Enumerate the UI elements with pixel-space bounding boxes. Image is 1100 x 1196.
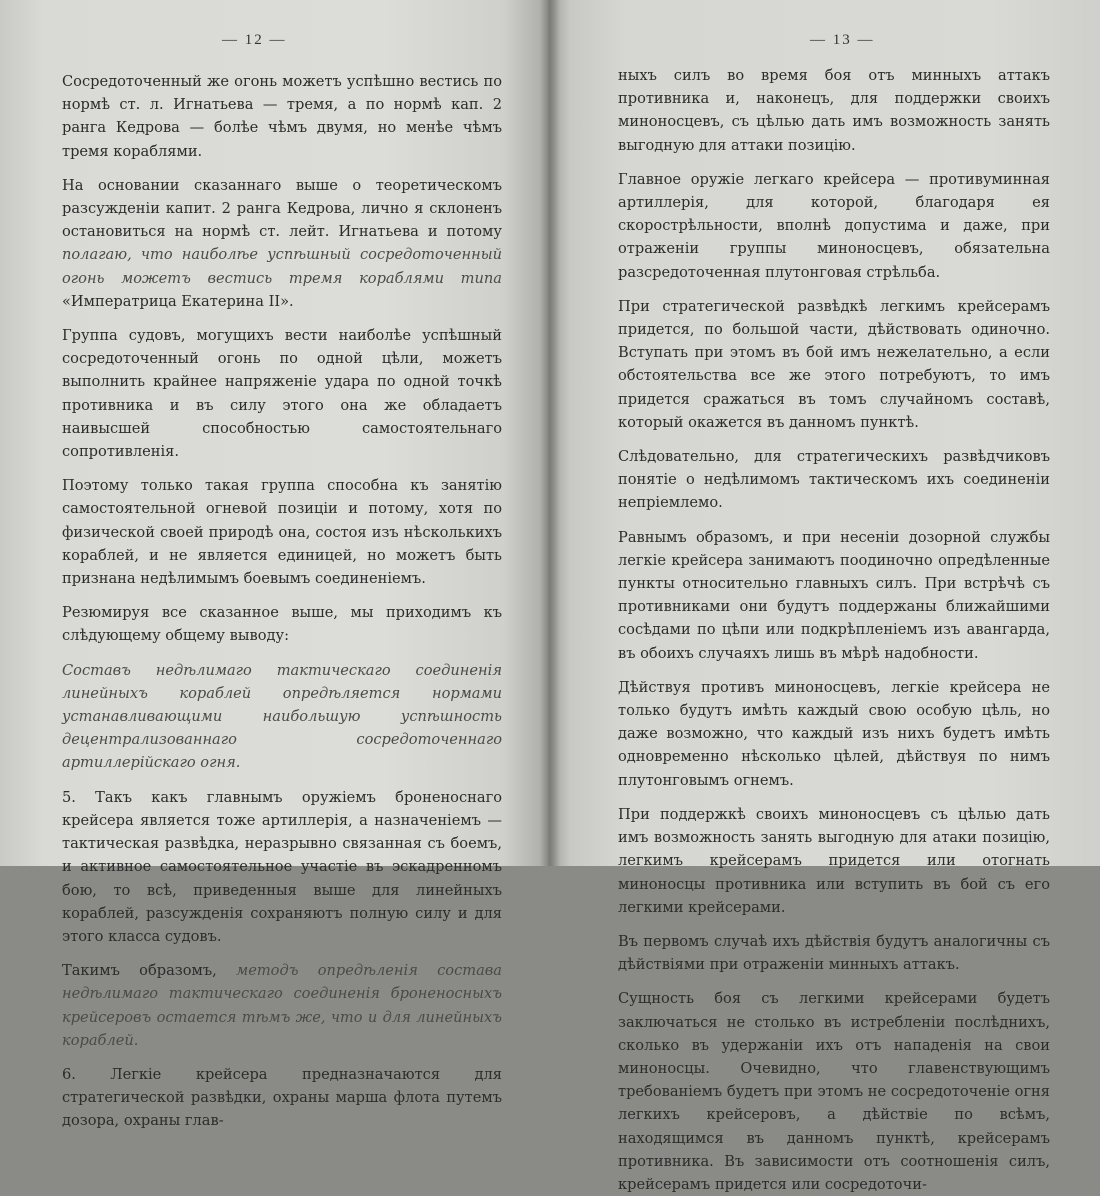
page-number-right: — 13 — [810,32,875,48]
paragraph-text: Такимъ образомъ, [62,962,217,980]
paragraph: Сущность боя съ легкими крейсерами будетъ заключаться не столько въ истребленіи послѣднихъ, сколько въ удержаніи ихъ отъ нападенія на свои миноносцы. Очевидно, что главенствующимъ требованіемъ будетъ при этомъ не сосредоточеніе огня легкихъ крейсеровъ, а дѣйствіе по всѣмъ, находящимся въ данномъ пунктѣ, крейсерамъ противника. Въ зависимости отъ соотношенія силъ, крейсерамъ придется или сосредоточи- [618,990,1050,1193]
quoted-text: «Императрица Екатерина II». [62,292,294,310]
paragraph: Поэтому только такая группа способна къ занятію самостоятельной огневой позиціи и потому, хотя по физической своей природѣ она, состоя изъ нѣсколькихъ кораблей, и не является единицей, но можетъ быть признана недѣлимымъ боевымъ соединеніемъ. [62,477,502,588]
paragraph: Равнымъ образомъ, и при несеніи дозорной службы легкіе крейсера занимаютъ поодиночно опредѣленные пункты относительно главныхъ силъ. При встрѣчѣ съ противниками они будутъ поддержаны ближайшими сосѣдами по цѣпи или подкрѣпленіемъ изъ авангарда, въ обоихъ случаяхъ лишь въ мѣрѣ надобности. [618,528,1050,662]
paragraph: 6. Легкіе крейсера предназначаются для стратегической развѣдки, охраны марша флота путемъ дозора, охраны глав- [62,1065,502,1130]
paragraph-text: На основании сказаннаго выше о теоретическомъ разсужденіи капит. 2 ранга Кедрова, лично я склоненъ остановиться на нормѣ ст. лейт. Игнатьева и потому [62,176,502,241]
left-page [0,0,548,1130]
paragraph: Группа судовъ, могущихъ вести наиболѣе успѣшный сосредоточенный огонь по одной цѣли, можетъ выполнить крайнее напряженіе удара по одной точкѣ противника и въ силу этого она же обладаетъ наивысшей способностью самостоятельнаго сопротивленія. [62,327,502,461]
paragraph: ныхъ силъ во время боя отъ минныхъ аттакъ противника и, наконецъ, для поддержки своихъ миноносцевъ, съ цѣлью дать имъ возможность занять выгодную для аттаки позицію. [618,67,1050,154]
italic-text: методъ опредѣленія состава недѣлимаго тактическаго соединенія броненосныхъ крейсеровъ остается тѣмъ же, что и для линейныхъ кораблей. [62,962,502,1049]
paragraph: Сосредоточенный же огонь можетъ успѣшно вестись по нормѣ ст. л. Игнатьева — тремя, а по нормѣ кап. 2 ранга Кедрова — болѣе чѣмъ двумя, но менѣе чѣмъ тремя кораблями. [62,73,502,160]
paragraph: Главное оружіе легкаго крейсера — противуминная артиллерія, для которой, благодаря ея скорострѣльности, вполнѣ допустима и даже, при отраженіи группы миноносцевъ, обязательна разсредоточенная плутонговая стрѣльба. [618,170,1050,281]
italic-text: полагаю, что наиболѣе успѣшный сосредоточенный огонь можетъ вестись тремя кораблями типа [62,246,502,287]
paragraph: Дѣйствуя противъ миноносцевъ, легкіе крейсера не только будутъ имѣть каждый свою особую цѣль, но даже возможно, что каждый изъ нихъ будетъ имѣть одновременно нѣсколько цѣлей, дѣйствуя по нимъ плутонговымъ огнемъ. [618,678,1050,789]
page-number-left: — 12 — [222,32,287,48]
right-page [548,0,1100,1193]
paragraph: Слѣдовательно, для стратегическихъ развѣдчиковъ понятіе о недѣлимомъ тактическомъ ихъ соединеніи непріемлемо. [618,448,1050,512]
paragraph: При стратегической развѣдкѣ легкимъ крейсерамъ придется, по большой части, дѣйствовать одиночно. Вступать при этомъ въ бой имъ нежелательно, а если обстоятельства все же этого потребуютъ, то имъ придется сражаться въ томъ случайномъ составѣ, который окажется въ данномъ пунктѣ. [618,297,1050,431]
paragraph: 5. Такъ какъ главнымъ оружіемъ броненоснаго крейсера является тоже артиллерія, а назначеніемъ — тактическая развѣдка, неразрывно связанная съ боемъ, и активное самостоятельное участіе въ эскадренномъ бою, то всѣ, приведенныя выше для линейныхъ кораблей, разсужденія сохраняютъ полную силу и для этого класса судовъ. [62,788,502,945]
conclusion-paragraph: Составъ недѣлимаго тактическаго соединенія линейныхъ кораблей опредѣляется нормами устанавливающими наибольшую успѣшность децентрализованнаго сосредоточеннаго артиллерійскаго огня. [62,661,502,772]
paragraph: Резюмируя все сказанное выше, мы приходимъ къ слѣдующему общему выводу: [62,604,502,645]
paragraph: При поддержкѣ своихъ миноносцевъ съ цѣлью дать имъ возможность занять выгодную для атаки позицію, легкимъ крейсерамъ придется или отогнать миноносцы противника или вступить въ бой съ его легкими крейсерами. [618,805,1050,916]
paragraph [62,174,502,313]
paragraph: Въ первомъ случаѣ ихъ дѣйствія будутъ аналогичны съ дѣйствіями при отраженіи минныхъ аттакъ. [618,932,1050,974]
paragraph [62,959,502,1052]
